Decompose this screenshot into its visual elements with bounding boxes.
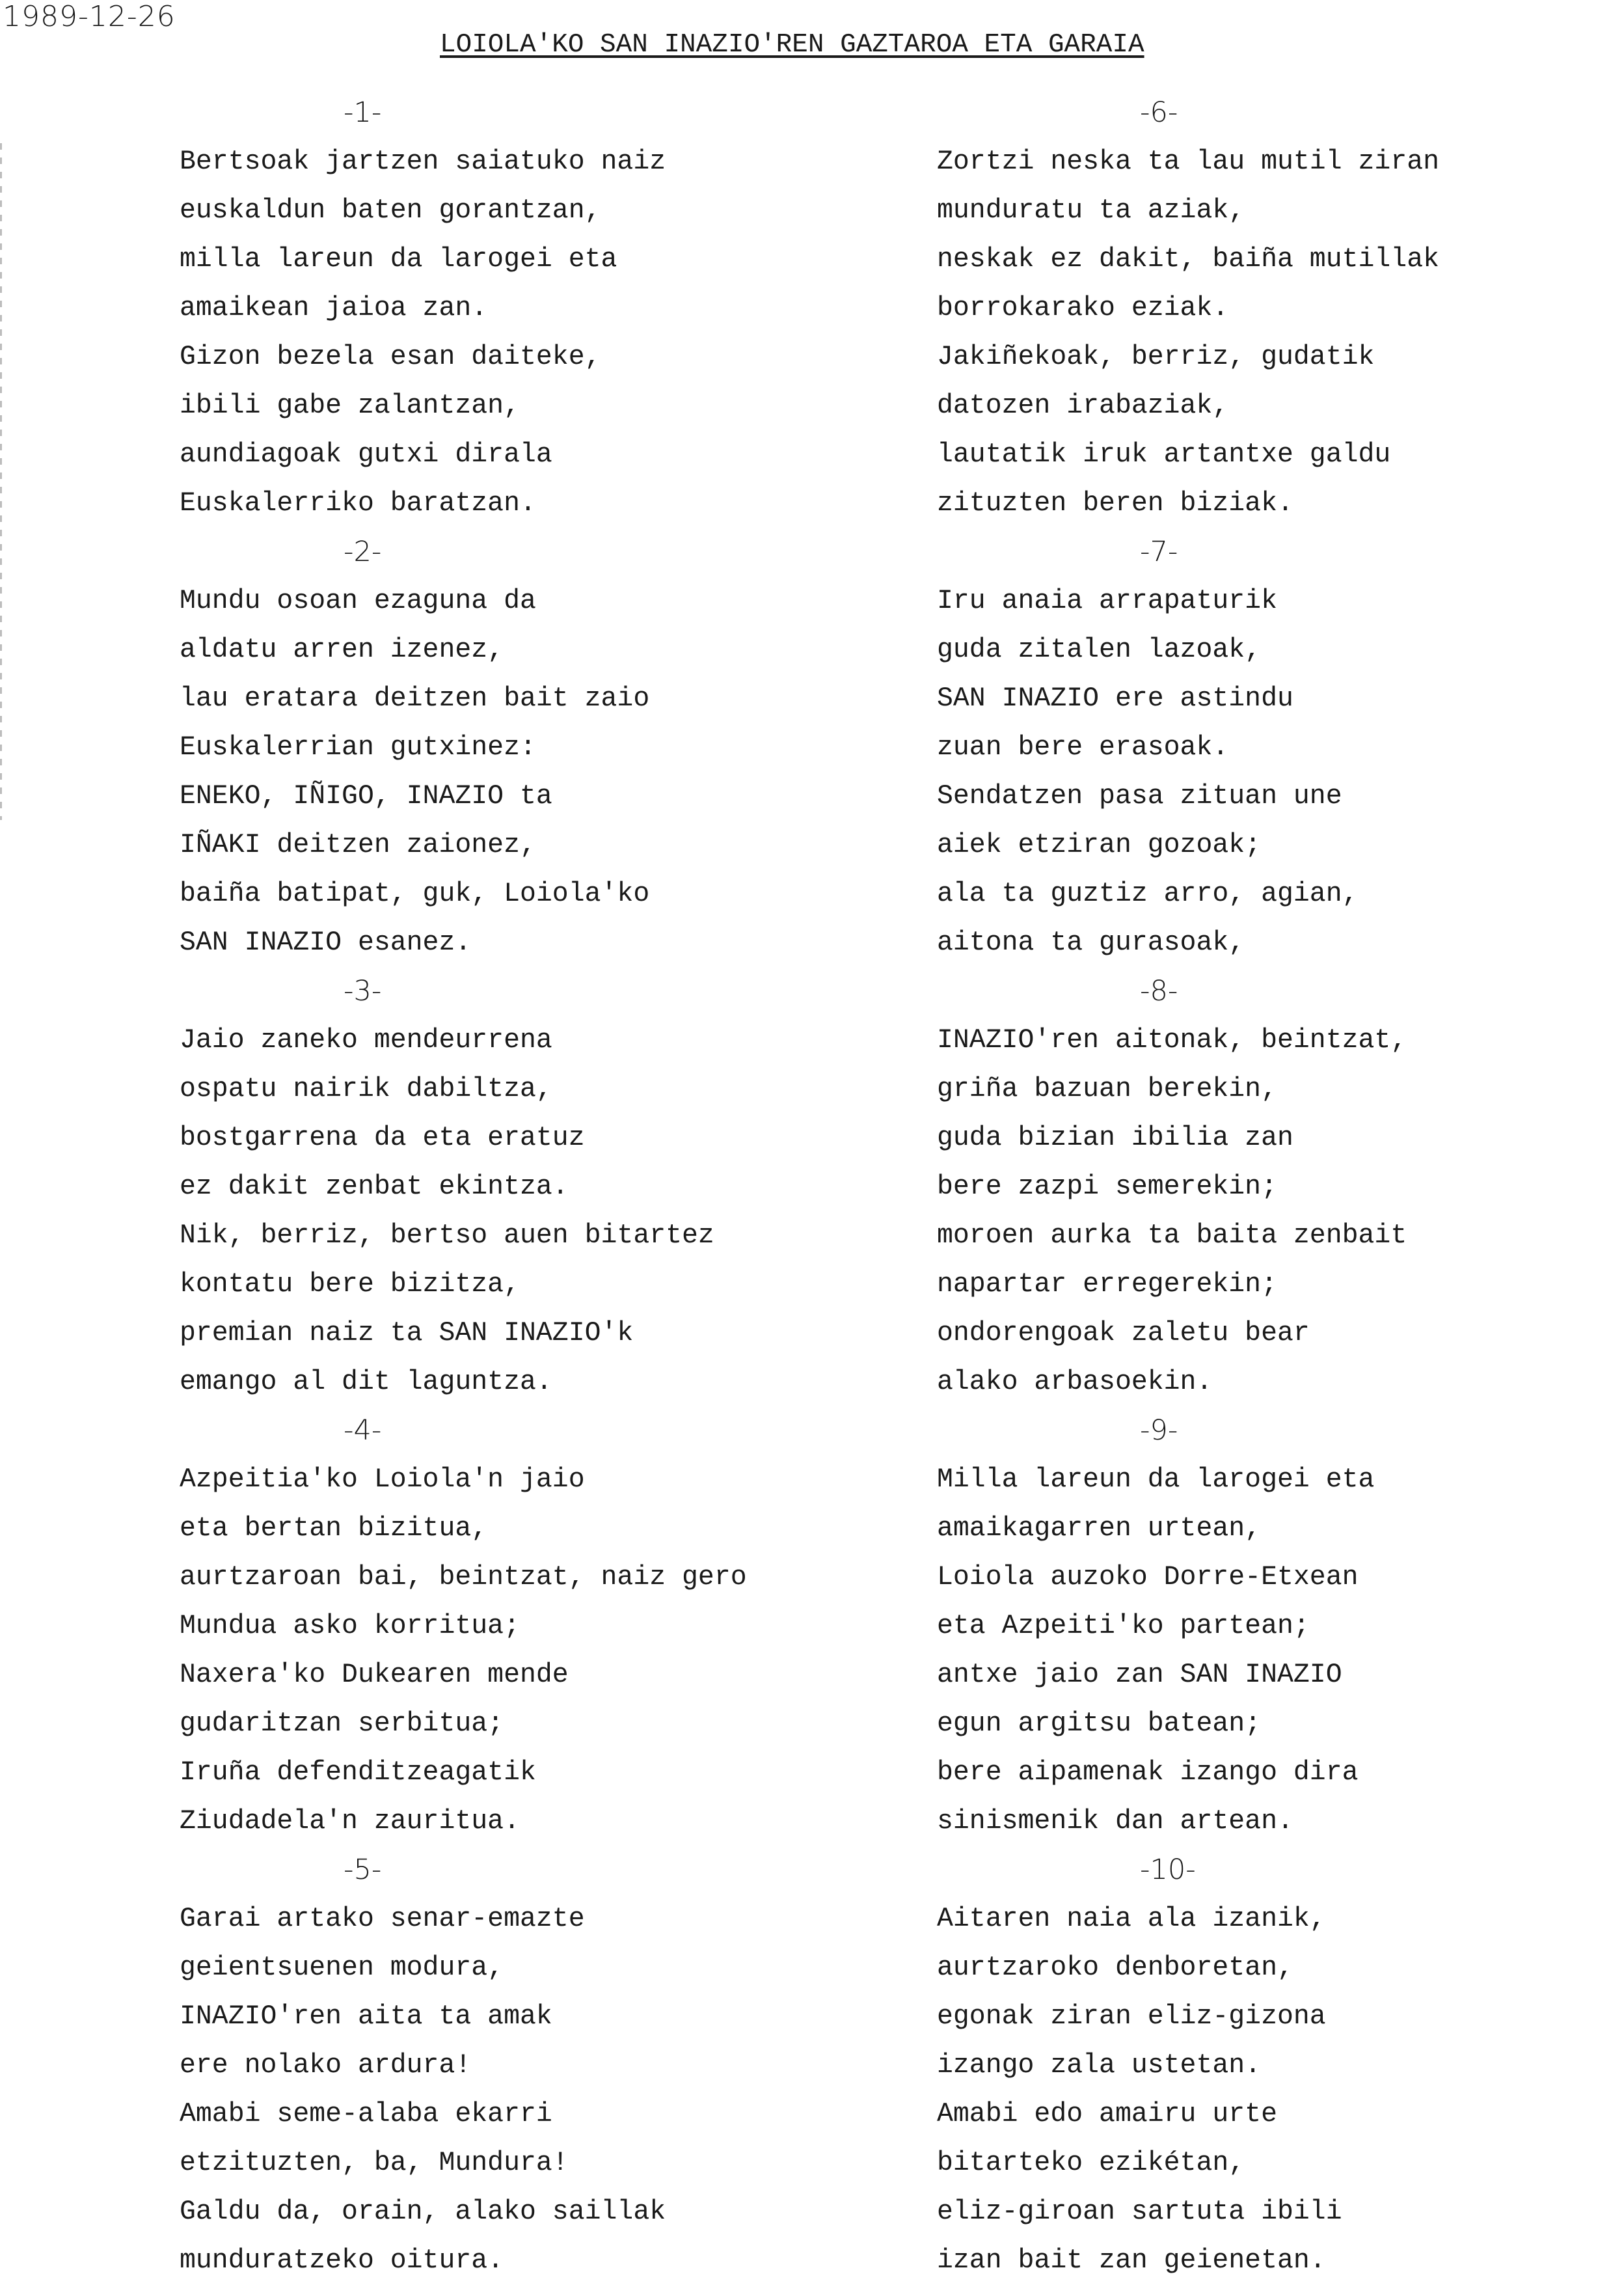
verse-line: amaikean jaioa zan. (180, 293, 488, 323)
verse-number: -8- (1140, 975, 1178, 1007)
verse-line: milla lareun da larogei eta (180, 244, 617, 275)
verse-line: Loiola auzoko Dorre-Etxean (937, 1562, 1359, 1593)
verse (180, 1846, 747, 2285)
verse-number: -4- (344, 1414, 382, 1447)
verse-line: IÑAKI deitzen zaionez, (180, 830, 536, 860)
verse-line: INAZIO'ren aitonak, beintzat, (937, 1025, 1407, 1056)
verse-line: izan bait zan geienetan. (937, 2245, 1326, 2276)
verse-line: datozen irabaziak, (937, 390, 1229, 421)
verse-line: gudaritzan serbitua; (180, 1708, 504, 1739)
verse-line: borrokarako eziak. (937, 293, 1229, 323)
verse-line: egun argitsu batean; (937, 1708, 1262, 1739)
verse-line: Iru anaia arrapaturik (937, 586, 1277, 616)
verse-line: bere zazpi semerekin; (937, 1171, 1277, 1202)
verse-line: aundiagoak gutxi dirala (180, 439, 552, 470)
verse-line: neskak ez dakit, baiña mutillak (937, 244, 1440, 275)
verse-line: geientsuenen modura, (180, 1952, 504, 1983)
verse-number: -9- (1140, 1414, 1178, 1447)
verse-line: Milla lareun da larogei eta (937, 1464, 1375, 1495)
verse-line: ENEKO, IÑIGO, INAZIO ta (180, 781, 552, 812)
verse-line: amaikagarren urtean, (937, 1513, 1262, 1544)
verse-line: antxe jaio zan SAN INAZIO (937, 1660, 1342, 1690)
verse (937, 967, 1439, 1406)
verse-line: Garai artako senar-emazte (180, 1904, 585, 1934)
verse-number: -7- (1140, 536, 1178, 568)
margin-rule (0, 143, 2, 820)
verse-line: eta bertan bizitua, (180, 1513, 488, 1544)
verse-line: aiek etziran gozoak; (937, 830, 1262, 860)
verse-number: -2- (344, 536, 382, 568)
left-column (180, 89, 747, 2285)
verse-line: bitarteko ezikétan, (937, 2148, 1245, 2178)
verse-line: Mundu osoan ezaguna da (180, 586, 536, 616)
verse-number: -10- (1140, 1854, 1196, 1886)
verse (937, 89, 1439, 528)
verse-line: ala ta guztiz arro, agian, (937, 879, 1359, 909)
verse-line: Jakiñekoak, berriz, gudatik (937, 342, 1375, 372)
verse-number: -1- (344, 96, 382, 129)
verse (180, 967, 747, 1406)
verse-line: Amabi seme-alaba ekarri (180, 2099, 552, 2129)
verse-line: Gizon bezela esan daiteke, (180, 342, 601, 372)
verse-line: ondorengoak zaletu bear (937, 1318, 1310, 1348)
verse-line: Azpeitia'ko Loiola'n jaio (180, 1464, 585, 1495)
verse-line: egonak ziran eliz-gizona (937, 2001, 1326, 2032)
verse-line: INAZIO'ren aita ta amak (180, 2001, 552, 2032)
verse (937, 1406, 1439, 1846)
verse-line: aurtzaroko denboretan, (937, 1952, 1293, 1983)
verse-line: Ziudadela'n zauritua. (180, 1806, 520, 1837)
verse-line: SAN INAZIO esanez. (180, 927, 472, 958)
verse-line: munduratu ta aziak, (937, 195, 1245, 226)
verse-line: ospatu nairik dabiltza, (180, 1074, 552, 1104)
verse (937, 528, 1439, 967)
verse-line: ez dakit zenbat ekintza. (180, 1171, 569, 1202)
verse-line: Jaio zaneko mendeurrena (180, 1025, 552, 1056)
verse-line: premian naiz ta SAN INAZIO'k (180, 1318, 634, 1348)
right-column (937, 89, 1439, 2285)
verse-line: Euskalerriko baratzan. (180, 488, 536, 519)
document-date: 1989-12-26 (3, 0, 176, 33)
verse-line: aldatu arren izenez, (180, 635, 504, 665)
verse-number: -5- (344, 1854, 382, 1886)
verse-line: kontatu bere bizitza, (180, 1269, 520, 1300)
verse-line: baiña batipat, guk, Loiola'ko (180, 879, 650, 909)
verse (180, 1406, 747, 1846)
verse-line: euskaldun baten gorantzan, (180, 195, 601, 226)
verse-line: lau eratara deitzen bait zaio (180, 683, 650, 714)
verse-line: Sendatzen pasa zituan une (937, 781, 1342, 812)
verse-line: bere aipamenak izango dira (937, 1757, 1359, 1788)
verse-line: Mundua asko korritua; (180, 1611, 520, 1641)
verse-line: etzituzten, ba, Mundura! (180, 2148, 569, 2178)
verse-line: Naxera'ko Dukearen mende (180, 1660, 569, 1690)
verse-line: izango zala ustetan. (937, 2050, 1262, 2081)
verse-line: zuan bere erasoak. (937, 732, 1229, 763)
verse-line: sinismenik dan artean. (937, 1806, 1293, 1837)
verse-line: eta Azpeiti'ko partean; (937, 1611, 1310, 1641)
verse (180, 89, 747, 528)
verse-line: guda zitalen lazoak, (937, 635, 1262, 665)
document-title: LOIOLA'KO SAN INAZIO'REN GAZTAROA ETA GARAIA (440, 30, 1144, 60)
verse-line: aurtzaroan bai, beintzat, naiz gero (180, 1562, 747, 1593)
verse-line: Euskalerrian gutxinez: (180, 732, 536, 763)
verse-line: napartar erregerekin; (937, 1269, 1277, 1300)
verse-line: zituzten beren biziak. (937, 488, 1293, 519)
verse-line: emango al dit laguntza. (180, 1367, 552, 1397)
verse-line: eliz-giroan sartuta ibili (937, 2196, 1342, 2227)
verse (937, 1846, 1439, 2285)
verse-line: guda bizian ibilia zan (937, 1123, 1293, 1153)
verse-line: ibili gabe zalantzan, (180, 390, 520, 421)
verse-line: Nik, berriz, bertso auen bitartez (180, 1220, 714, 1251)
verse-line: moroen aurka ta baita zenbait (937, 1220, 1407, 1251)
verse-line: Galdu da, orain, alako saillak (180, 2196, 666, 2227)
verse-line: SAN INAZIO ere astindu (937, 683, 1293, 714)
verse (180, 528, 747, 967)
verse-line: lautatik iruk artantxe galdu (937, 439, 1391, 470)
verse-line: ere nolako ardura! (180, 2050, 472, 2081)
verse-line: Zortzi neska ta lau mutil ziran (937, 146, 1440, 177)
verse-line: Iruña defenditzeagatik (180, 1757, 536, 1788)
verse-line: bostgarrena da eta eratuz (180, 1123, 585, 1153)
verse-line: Bertsoak jartzen saiatuko naiz (180, 146, 666, 177)
verse-line: alako arbasoekin. (937, 1367, 1213, 1397)
verse-number: -3- (344, 975, 382, 1007)
verse-line: aitona ta gurasoak, (937, 927, 1245, 958)
verse-number: -6- (1140, 96, 1178, 129)
verse-line: Aitaren naia ala izanik, (937, 1904, 1326, 1934)
verse-line: griña bazuan berekin, (937, 1074, 1277, 1104)
verse-line: Amabi edo amairu urte (937, 2099, 1277, 2129)
verse-line: munduratzeko oitura. (180, 2245, 504, 2276)
